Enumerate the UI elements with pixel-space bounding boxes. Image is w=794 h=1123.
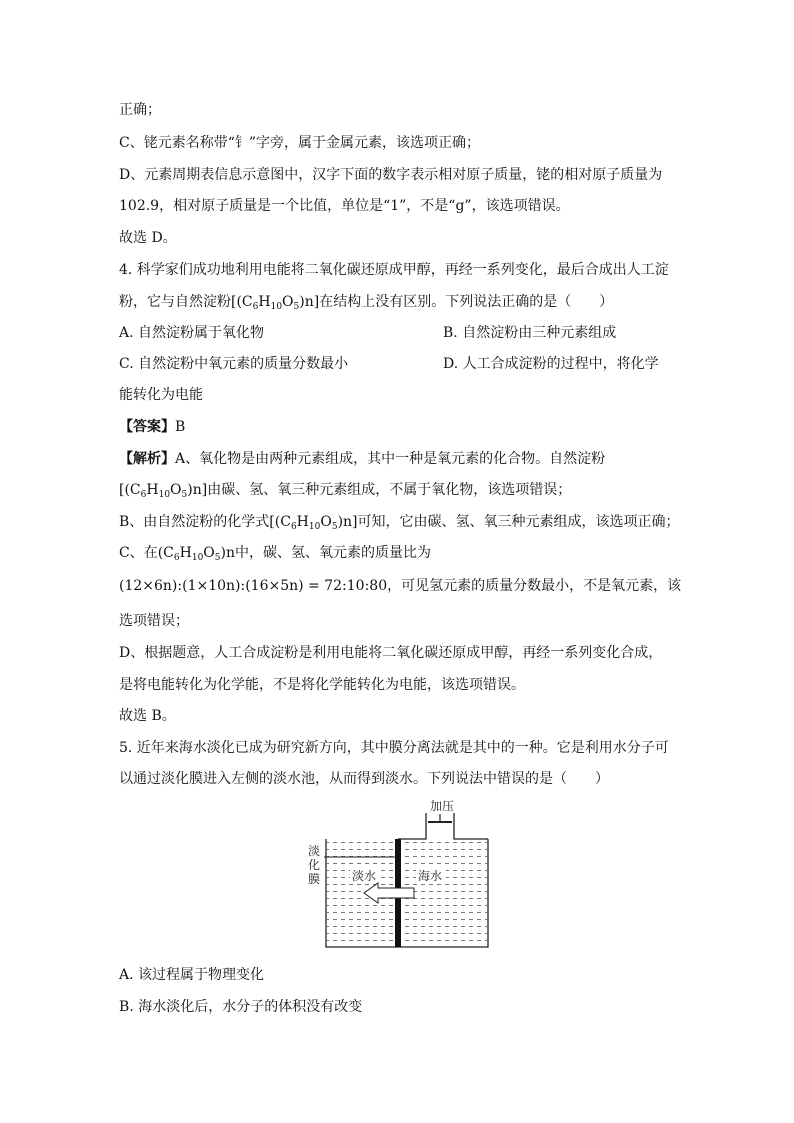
formula-h: H [296, 514, 309, 530]
subscript: 6 [252, 302, 259, 312]
text-span: )n]可知，它由碳、氢、氧三种元素组成，该选项正确； [337, 514, 680, 530]
text-line: C、铑元素名称带“钅”字旁，属于金属元素，该选项正确； [119, 135, 481, 151]
subscript: 10 [158, 490, 171, 500]
analysis-line [119, 543, 431, 563]
desalination-diagram [300, 797, 500, 952]
option-a: A. 自然淀粉属于氧化物 [119, 325, 265, 341]
membrane-label: 化 [308, 858, 321, 872]
analysis-line [119, 480, 571, 500]
text-span: )n]由碳、氢、氧三种元素组成，不属于氧化物，该选项错误； [187, 482, 572, 498]
text-line: D、元素周期表信息示意图中，汉字下面的数字表示相对原子质量，铑的相对原子质量为 [119, 167, 663, 183]
subscript: 10 [191, 553, 204, 563]
formula-h: H [179, 545, 192, 561]
membrane-label: 淡 [308, 844, 321, 858]
text-line: 故选 D。 [119, 230, 177, 246]
subscript: 6 [140, 490, 147, 500]
subscript: 10 [308, 522, 321, 532]
option-c: C. 自然淀粉中氧元素的质量分数最小 [119, 356, 349, 372]
formula-o: O [170, 482, 182, 498]
question-5-stem-cont: 以通过淡化膜进入左侧的淡水池，从而得到淡水。下列说法中错误的是（ ） [119, 771, 609, 787]
text-span: C、在(C [119, 545, 174, 561]
subscript: 5 [331, 522, 338, 532]
text-span: 粉，它与自然淀粉[(C [119, 294, 253, 310]
question-4-stem-cont [119, 292, 613, 312]
text-span: A、氧化物是由两种元素组成，其中一种是氧元素的化合物。自然淀粉 [175, 451, 606, 467]
formula-h: H [146, 482, 159, 498]
analysis-line: 故选 B。 [119, 708, 176, 724]
analysis-line [119, 576, 681, 596]
analysis-line [119, 512, 680, 532]
chamber-right-wall [454, 813, 488, 839]
formula-o: O [282, 294, 294, 310]
q5-option-b: B. 海水淡化后，水分子的体积没有改变 [119, 999, 363, 1015]
text-span: )n中，碳、氢、氧元素的质量比为 [220, 545, 431, 561]
fresh-water-label: 淡水 [352, 869, 377, 883]
analysis-line [119, 449, 605, 469]
answer-label: 【答案】 [119, 419, 175, 435]
option-d: D. 人工合成淀粉的过程中，将化学 [443, 356, 659, 372]
analysis-line: 选项错误； [119, 613, 189, 629]
formula-o: O [320, 514, 332, 530]
option-b: B. 自然淀粉由三种元素组成 [443, 325, 617, 341]
text-line: 102.9，相对原子质量是一个比值，单位是“1”，不是“g”，该选项错误。 [119, 198, 570, 214]
answer-value: B [175, 419, 186, 435]
option-d-cont: 能转化为电能 [119, 387, 203, 403]
analysis-line: 是将电能转化为化学能，不是将化学能转化为电能，该选项错误。 [119, 677, 525, 693]
membrane-label: 膜 [308, 872, 321, 886]
text-span: )n]在结构上没有区别。下列说法正确的是（ ） [299, 294, 614, 310]
q5-option-a: A. 该过程属于物理变化 [119, 967, 265, 983]
subscript: 6 [290, 522, 297, 532]
question-4-stem: 4. 科学家们成功地利用电能将二氧化碳还原成甲醇，再经一系列变化，最后合成出人工淀 [119, 262, 669, 278]
analysis-label: 【解析】 [119, 451, 175, 467]
sea-water-label: 海水 [418, 869, 443, 883]
subscript: 5 [214, 553, 221, 563]
formula-o: O [203, 545, 215, 561]
text-span: B、由自然淀粉的化学式[(C [119, 514, 291, 530]
answer-line [119, 417, 185, 437]
formula-h: H [258, 294, 271, 310]
pressure-label: 加压 [430, 799, 455, 813]
question-5-stem: 5. 近年来海水淡化已成为研究新方向，其中膜分离法就是其中的一种。它是利用水分子可 [119, 740, 669, 756]
subscript: 10 [270, 302, 283, 312]
subscript: 6 [173, 553, 180, 563]
math-expression: (12×6n):(1×10n):(16×5n) = 72:10:80 [119, 578, 388, 594]
formula-prefix: [(C [119, 482, 141, 498]
chamber-left-wall [398, 813, 426, 839]
subscript: 5 [181, 490, 188, 500]
subscript: 5 [293, 302, 300, 312]
analysis-line: D、根据题意，人工合成淀粉是利用电能将二氧化碳还原成甲醇，再经一系列变化合成， [119, 645, 663, 661]
text-span: ，可见氢元素的质量分数最小，不是氧元素，该 [387, 578, 682, 594]
text-line: 正确； [119, 102, 161, 118]
